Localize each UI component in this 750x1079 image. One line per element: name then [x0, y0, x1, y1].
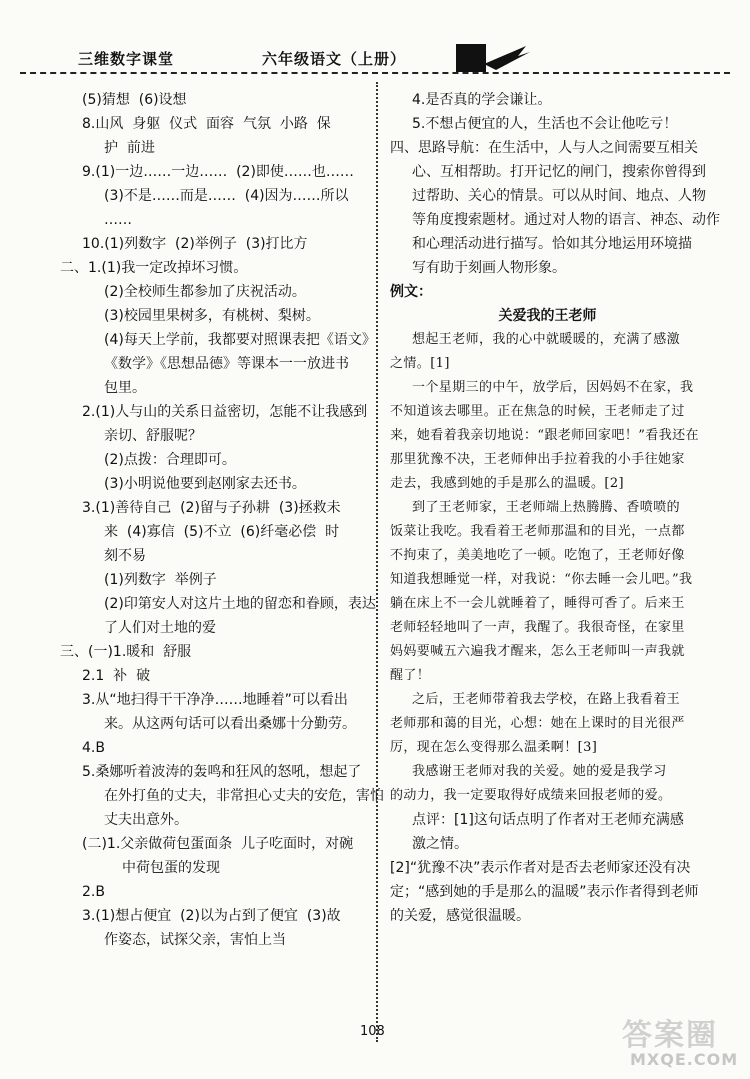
watermark-top-text: 答案圈 — [622, 1018, 718, 1053]
text-line: (3)不是……而是…… (4)因为……所以 — [104, 188, 349, 204]
text-line: 例文： — [390, 284, 432, 300]
text-line: 来。从这两句话可以看出桑娜十分勤劳。 — [104, 716, 356, 732]
text-line: 5.桑娜听着波涛的轰鸣和狂风的怒吼，想起了 — [82, 764, 362, 780]
text-line: 过帮助、关心的情景。可以从时间、地点、人物 — [412, 188, 706, 204]
text-line: 丈夫出意外。 — [104, 812, 188, 828]
left-column — [60, 88, 384, 952]
text-line: 中荷包蛋的发现 — [122, 860, 220, 876]
text-line: 心、互相帮助。打开记忆的闸门，搜索你曾得到 — [412, 164, 706, 180]
text-line: 妈妈要喊五六遍我才醒来，怎么王老师叫一声我就 — [390, 644, 685, 659]
text-line: (1)列数字 举例子 — [104, 572, 217, 588]
right-column — [390, 88, 720, 928]
text-line: 2.1 补 破 — [82, 668, 151, 684]
book-series-title: 三维数字课堂 — [78, 50, 175, 68]
text-line: 那里犹豫不决，王老师伸出手拉着我的小手往她家 — [390, 452, 685, 467]
text-line: (3)小明说他要到赵刚家去还书。 — [104, 476, 306, 492]
text-line: 老师那和蔼的目光，心想：她在上课时的目光很严 — [390, 716, 685, 731]
text-line: 2.(1)人与山的关系日益密切，怎能不让我感到 — [82, 404, 368, 420]
text-line: 醒了！ — [390, 668, 431, 683]
header-divider — [20, 72, 730, 74]
text-line: (二)1.父亲做荷包蛋面条 儿子吃面时，对碗 — [82, 836, 354, 852]
text-line: 刻不易 — [104, 548, 146, 564]
text-line: 知道我想睡觉一样，对我说：“你去睡一会儿吧。”我 — [390, 572, 693, 587]
text-line: 定；“感到她的手是那么的温暖”表示作者得到老师 — [390, 884, 699, 900]
text-line: 3.从“地扫得干干净净……地睡着”可以看出 — [82, 692, 348, 708]
text-line: 了人们对土地的爱 — [104, 620, 216, 636]
text-line: 之情。[1] — [390, 356, 450, 371]
text-line: 老师轻轻地叫了一声，我醒了。我很奇怪，在家里 — [390, 620, 685, 635]
text-line: 厉，现在怎么变得那么温柔啊！[3] — [390, 740, 598, 755]
text-line: [2]“犹豫不决”表示作者对是否去老师家还没有决 — [390, 860, 691, 876]
text-line: 三、(一)1.暖和 舒服 — [60, 644, 192, 660]
text-line: (2)全校师生都参加了庆祝活动。 — [104, 284, 306, 300]
text-line: 4.B — [82, 740, 105, 756]
text-line: 写有助于刻画人物形象。 — [412, 260, 566, 276]
text-line: 2.B — [82, 884, 105, 900]
text-line: 3.(1)善待自己 (2)留与子孙耕 (3)拯救未 — [82, 500, 341, 516]
text-line: 9.(1)一边……一边…… (2)即使……也…… — [82, 164, 354, 180]
text-line: 护 前进 — [104, 140, 155, 156]
page-header — [58, 44, 698, 74]
text-line: 想起王老师，我的心中就暖暖的，充满了感激 — [412, 332, 681, 347]
page-number: 108 — [360, 1024, 385, 1039]
text-line: 10.(1)列数字 (2)举例子 (3)打比方 — [82, 236, 308, 252]
text-line: 等角度搜索题材。通过对人物的语言、神态、动作 — [412, 212, 720, 228]
text-line: …… — [104, 212, 132, 228]
text-line: 包里。 — [104, 380, 146, 396]
watermark-logo — [612, 1010, 742, 1076]
text-line: 来 (4)寡信 (5)不立 (6)纤毫必偿 时 — [104, 524, 340, 540]
text-line: 作姿态，试探父亲，害怕上当 — [104, 932, 286, 948]
text-line: (2)点拨：合理即可。 — [104, 452, 236, 468]
text-line: 和心理活动进行描写。恰如其分地运用环境描 — [412, 236, 692, 252]
text-line: 不拘束了，美美地吃了一顿。吃饱了，王老师好像 — [390, 548, 685, 563]
text-line: 走去，我感到她的手是那么的温暖。[2] — [390, 476, 625, 491]
text-line: (3)校园里果树多，有桃树、梨树。 — [104, 308, 320, 324]
text-line: 不知道该去哪里。正在焦急的时候，王老师走了过 — [390, 404, 685, 419]
text-line: 二、1.(1)我一定改掉坏习惯。 — [60, 260, 248, 276]
text-line: (5)猜想 (6)设想 — [82, 92, 187, 108]
text-line: (2)印第安人对这片土地的留恋和眷顾，表达 — [104, 596, 376, 612]
book-subject-title: 六年级语文（上册） — [262, 50, 407, 68]
column-divider — [376, 82, 378, 1042]
text-line: 4.是否真的学会谦让。 — [412, 92, 552, 108]
text-line: 一个星期三的中午，放学后，因妈妈不在家，我 — [412, 380, 694, 395]
watermark-bottom-text: MXQE.COM — [630, 1050, 739, 1069]
rocket-icon — [456, 42, 536, 76]
text-line: 《数学》《思想品德》等课本一一放进书 — [104, 356, 349, 372]
text-line: 点评：[1]这句话点明了作者对王老师充满感 — [412, 812, 684, 828]
text-line: 到了王老师家，王老师端上热腾腾、香喷喷的 — [412, 500, 681, 515]
text-line: 3.(1)想占便宜 (2)以为占到了便宜 (3)故 — [82, 908, 341, 924]
text-line: 的动力，我一定要取得好成绩来回报老师的爱。 — [390, 788, 672, 803]
text-line: 关爱我的王老师 — [498, 308, 597, 324]
text-line: 的关爱，感觉很温暖。 — [390, 908, 530, 924]
text-line: 来，她看着我亲切地说：“跟老师回家吧！”看我还在 — [390, 428, 699, 443]
text-line: (4)每天上学前，我都要对照课表把《语文》 — [104, 332, 376, 348]
text-line: 亲切、舒服呢？ — [104, 428, 202, 444]
text-line: 四、思路导航：在生活中，人与人之间需要互相关 — [390, 140, 698, 156]
text-line: 8.山风 身躯 仪式 面容 气氛 小路 保 — [82, 116, 331, 132]
text-line: 激之情。 — [412, 836, 468, 852]
text-line: 我感谢王老师对我的关爱。她的爱是我学习 — [412, 764, 667, 779]
text-line: 之后，王老师带着我去学校，在路上我看着王 — [412, 692, 681, 707]
text-line: 在外打鱼的丈夫，非常担心丈夫的安危，害怕 — [104, 788, 384, 804]
text-line: 饭菜让我吃。我看着王老师那温和的目光，一点都 — [390, 524, 685, 539]
text-line: 5.不想占便宜的人，生活也不会让他吃亏！ — [412, 116, 678, 132]
text-line: 躺在床上不一会儿就睡着了，睡得可香了。后来王 — [390, 596, 685, 611]
